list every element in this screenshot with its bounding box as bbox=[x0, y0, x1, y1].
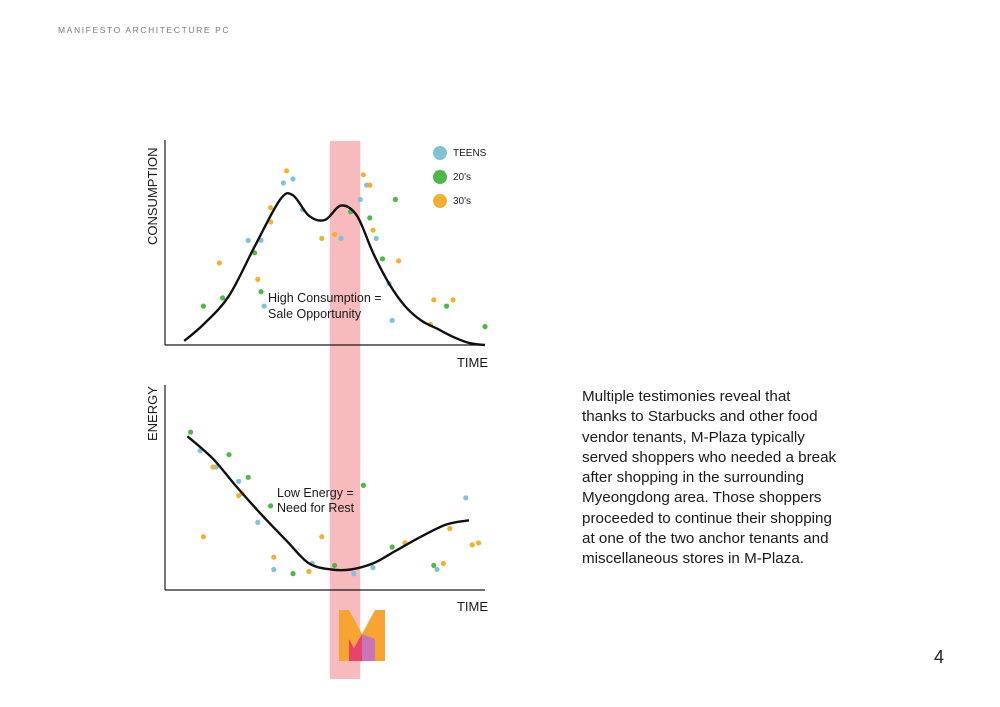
energy-point-teens bbox=[434, 567, 439, 572]
energy-point-30s bbox=[447, 526, 452, 531]
energy-y-title: ENERGY bbox=[145, 386, 160, 441]
consumption-annotation bbox=[268, 291, 382, 321]
consumption-x-title: TIME bbox=[456, 355, 488, 370]
consumption-annotation-line-1: High Consumption = bbox=[268, 291, 382, 305]
energy-point-30s bbox=[476, 540, 481, 545]
consumption-point-20s bbox=[482, 324, 487, 329]
energy-point-20s bbox=[390, 544, 395, 549]
consumption-point-30s bbox=[255, 277, 260, 282]
energy-annotation bbox=[277, 486, 355, 515]
consumption-point-teens bbox=[290, 176, 295, 181]
consumption-point-20s bbox=[393, 197, 398, 202]
energy-point-30s bbox=[201, 534, 206, 539]
energy-point-30s bbox=[306, 569, 311, 574]
energy-point-teens bbox=[351, 571, 356, 576]
energy-point-teens bbox=[463, 495, 468, 500]
consumption-y-title: CONSUMPTION bbox=[145, 147, 160, 245]
consumption-point-30s bbox=[367, 183, 372, 188]
consumption-point-30s bbox=[431, 297, 436, 302]
energy-annotation-line-1: Low Energy = bbox=[277, 486, 354, 500]
consumption-point-30s bbox=[332, 232, 337, 237]
consumption-chart bbox=[145, 140, 488, 370]
energy-point-20s bbox=[290, 571, 295, 576]
legend-teens-label: TEENS bbox=[453, 148, 487, 159]
energy-point-30s bbox=[210, 464, 215, 469]
energy-x-title: TIME bbox=[456, 599, 488, 614]
consumption-point-teens bbox=[262, 304, 267, 309]
energy-point-teens bbox=[236, 479, 241, 484]
energy-point-20s bbox=[268, 503, 273, 508]
energy-point-20s bbox=[361, 483, 366, 488]
energy-point-20s bbox=[226, 452, 231, 457]
energy-point-teens bbox=[271, 567, 276, 572]
energy-point-20s bbox=[332, 563, 337, 568]
consumption-point-20s bbox=[201, 304, 206, 309]
consumption-point-30s bbox=[284, 168, 289, 173]
legend-20s-label: 20's bbox=[453, 172, 472, 183]
consumption-point-30s bbox=[319, 236, 324, 241]
consumption-point-teens bbox=[374, 236, 379, 241]
consumption-point-teens bbox=[358, 197, 363, 202]
energy-point-30s bbox=[271, 555, 276, 560]
consumption-point-30s bbox=[268, 205, 273, 210]
consumption-point-teens bbox=[390, 318, 395, 323]
consumption-point-20s bbox=[380, 256, 385, 261]
energy-point-30s bbox=[319, 534, 324, 539]
energy-point-20s bbox=[188, 430, 193, 435]
legend-30s-label: 30's bbox=[453, 196, 472, 207]
consumption-point-30s bbox=[396, 258, 401, 263]
consumption-point-20s bbox=[444, 304, 449, 309]
legend-20s-marker bbox=[433, 170, 447, 184]
m-plaza-logo bbox=[339, 610, 385, 661]
consumption-annotation-line-2: Sale Opportunity bbox=[268, 307, 362, 321]
consumption-point-teens bbox=[246, 238, 251, 243]
consumption-point-20s bbox=[220, 295, 225, 300]
energy-point-30s bbox=[470, 542, 475, 547]
energy-point-20s bbox=[431, 563, 436, 568]
energy-point-teens bbox=[370, 565, 375, 570]
document-header: MANIFESTO ARCHITECTURE PC bbox=[58, 25, 231, 35]
energy-point-30s bbox=[441, 561, 446, 566]
consumption-point-20s bbox=[258, 289, 263, 294]
energy-point-20s bbox=[246, 475, 251, 480]
body-text: Multiple testimonies reveal that thanks to Starbucks and other food vendor tenants, M-Plaza typically served shoppers who needed a break after shopping in the surrounding Myeongdong area. Those shoppers proceeded to continue their shopping at one of the two anchor tenants and miscellaneous stores in M-Plaza. bbox=[582, 388, 837, 568]
rest-period-band bbox=[330, 141, 360, 679]
energy-point-teens bbox=[255, 520, 260, 525]
legend-30s-marker bbox=[433, 194, 447, 208]
consumption-point-30s bbox=[217, 260, 222, 265]
consumption-point-30s bbox=[450, 297, 455, 302]
energy-chart bbox=[145, 385, 488, 614]
legend bbox=[433, 146, 487, 208]
consumption-point-30s bbox=[370, 228, 375, 233]
page-number: 4 bbox=[934, 647, 945, 667]
legend-teens-marker bbox=[433, 146, 447, 160]
rest-period-highlight bbox=[330, 141, 360, 679]
consumption-point-20s bbox=[367, 215, 372, 220]
consumption-point-teens bbox=[281, 180, 286, 185]
consumption-point-teens bbox=[338, 236, 343, 241]
energy-annotation-line-2: Need for Rest bbox=[277, 501, 355, 515]
consumption-point-30s bbox=[361, 172, 366, 177]
